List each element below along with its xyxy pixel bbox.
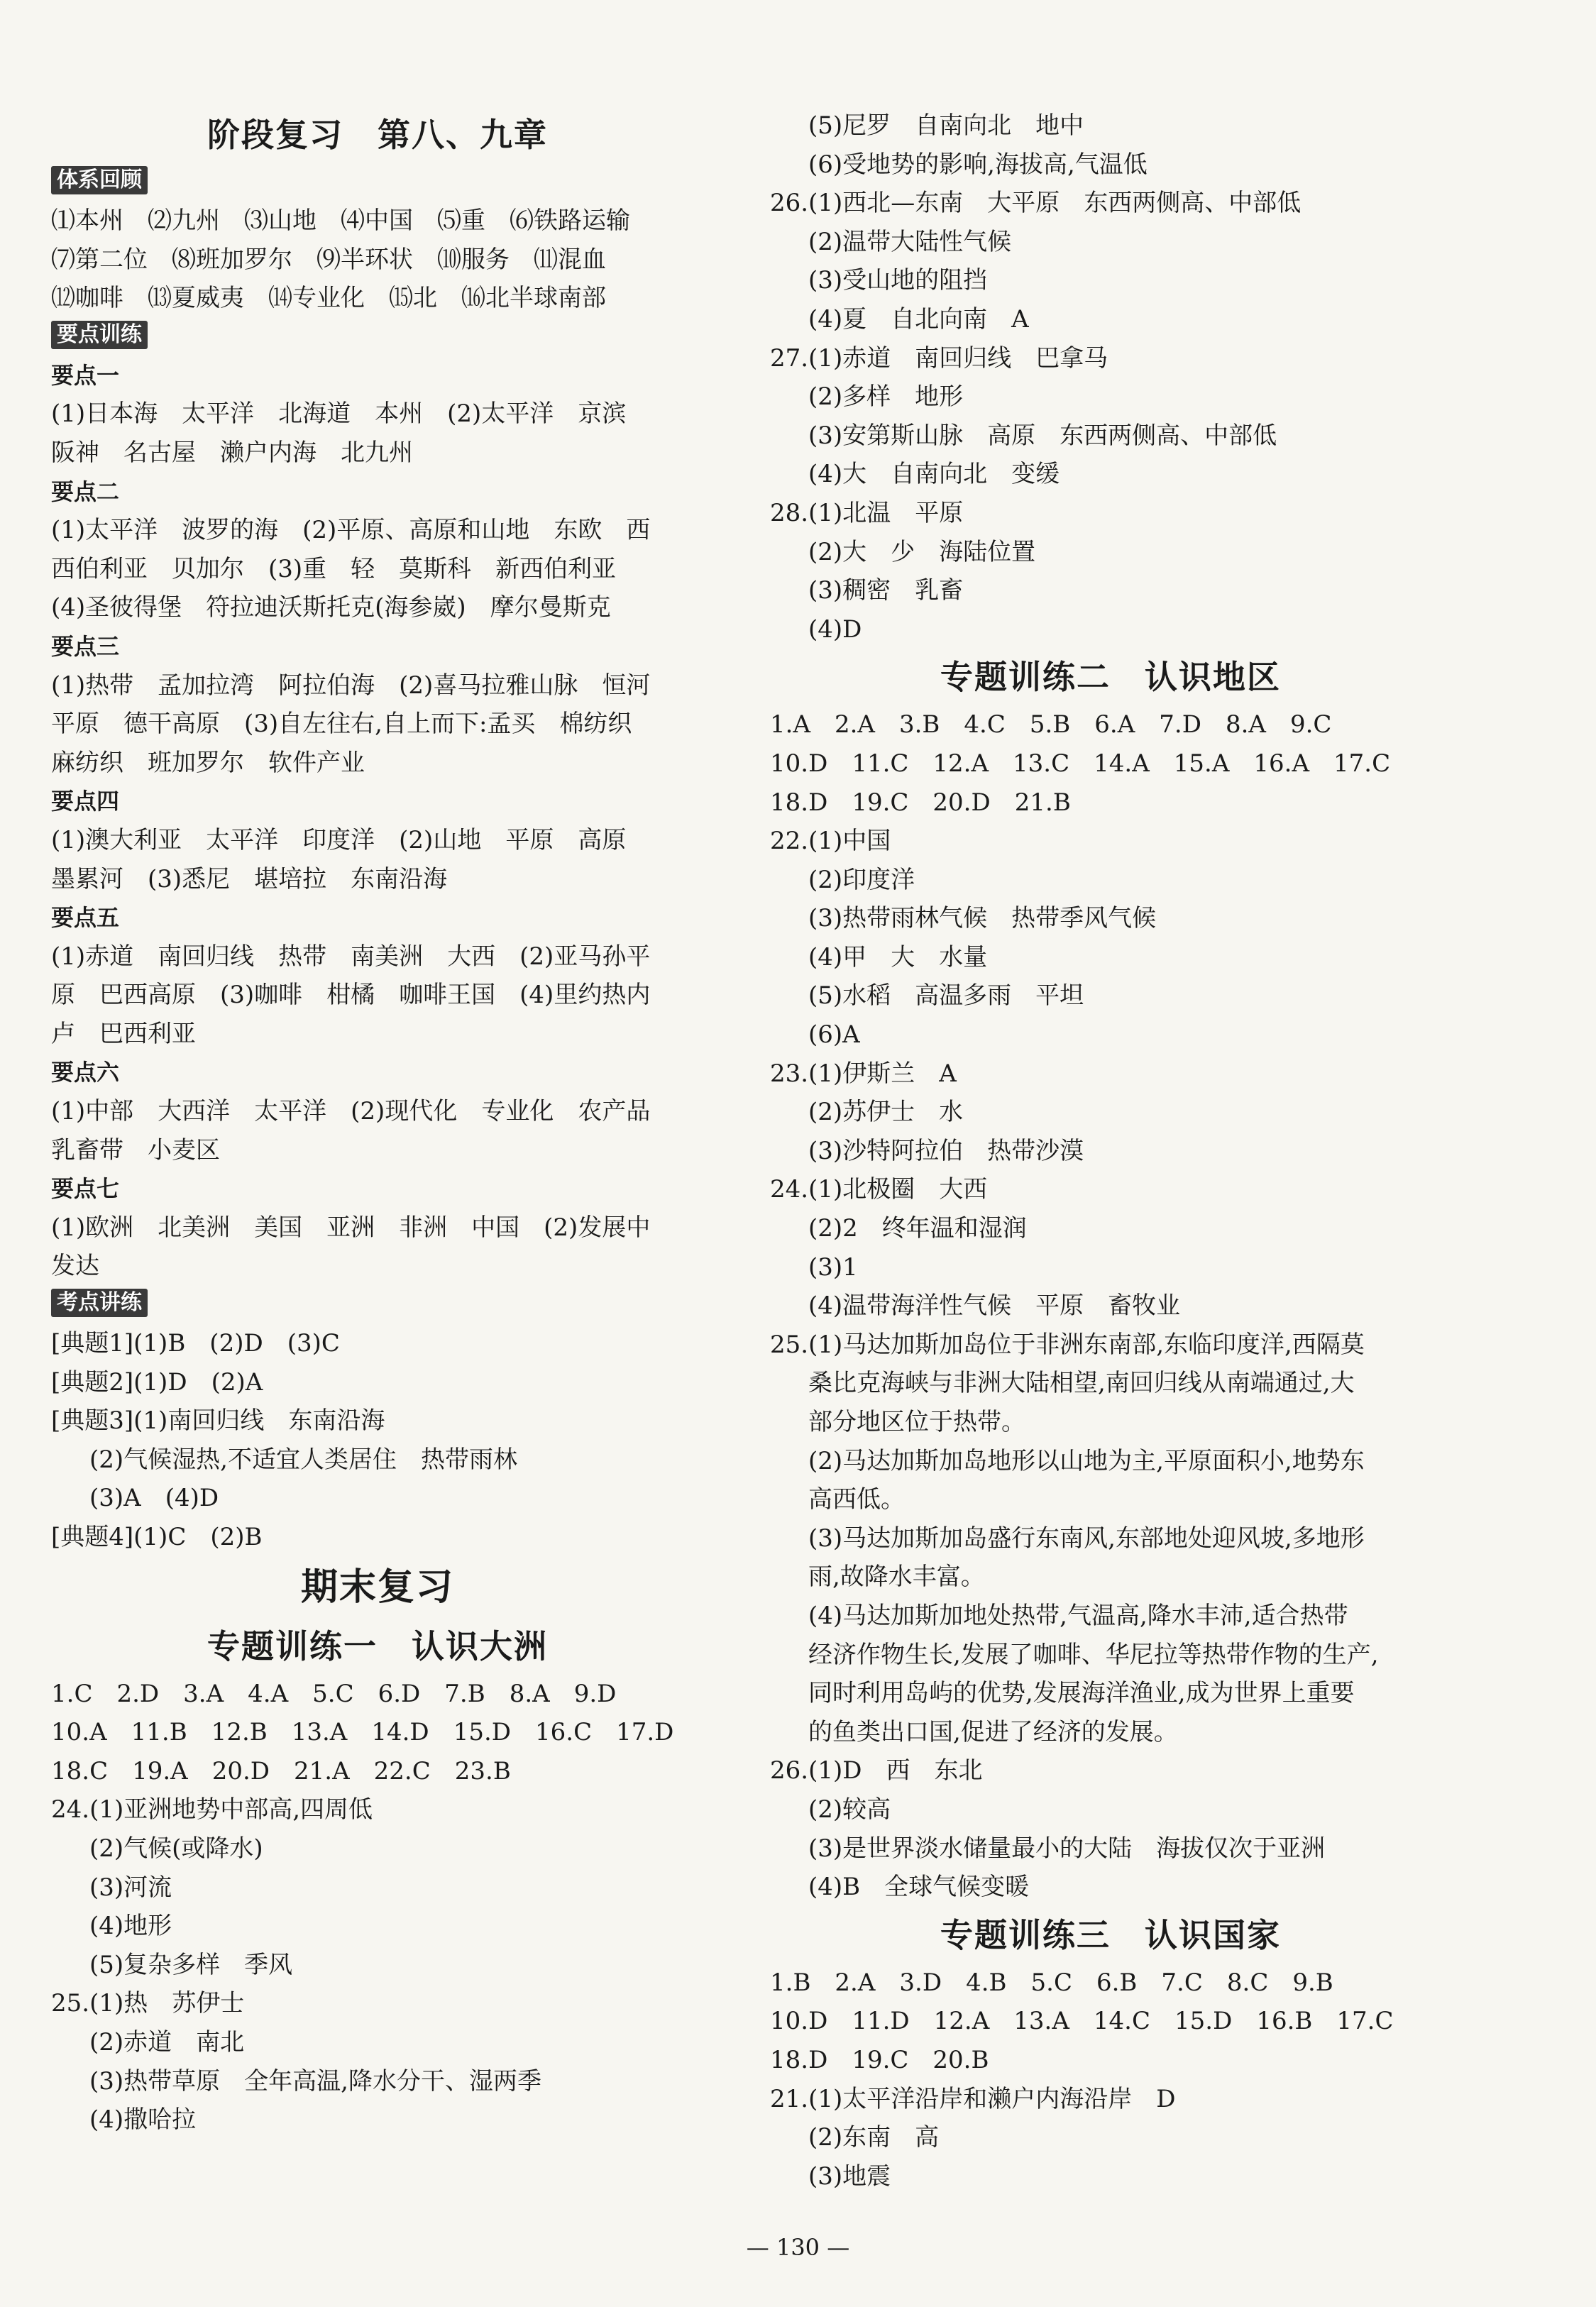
answer-line: 高西低。 <box>808 1485 905 1514</box>
answer-line: (1)中部 大西洋 太平洋 (2)现代化 专业化 农产品 <box>51 1097 651 1126</box>
subsection-heading: 要点七 <box>51 1175 120 1203</box>
answer-line: 25.(1)热 苏伊士 <box>51 1989 245 2018</box>
answer-line: (3)热带草原 全年高温,降水分干、湿两季 <box>89 2066 541 2096</box>
answer-line: (2)较高 <box>808 1795 891 1824</box>
answer-line: (2)苏伊士 水 <box>808 1098 964 1127</box>
answer-line: (2)温带大陆性气候 <box>808 227 1012 256</box>
section-label: 体系回顾 <box>51 166 148 194</box>
answer-line: (3)是世界淡水储量最小的大陆 海拔仅次于亚洲 <box>808 1834 1326 1863</box>
section-title: 阶段复习 第八、九章 <box>207 116 548 154</box>
answer-line: (2)印度洋 <box>808 865 915 894</box>
answer-line: (3)地震 <box>808 2162 891 2191</box>
answer-line: (1)欧洲 北美洲 美国 亚洲 非洲 中国 (2)发展中 <box>51 1213 651 1242</box>
answer-line: 发达 <box>51 1252 99 1281</box>
answer-line: 24.(1)北极圈 大西 <box>770 1175 988 1204</box>
answer-line: 21.(1)太平洋沿岸和濑户内海沿岸 D <box>770 2084 1176 2113</box>
subsection-heading: 要点二 <box>51 478 120 505</box>
answer-line: 1.B 2.A 3.D 4.B 5.C 6.B 7.C 8.C 9.B <box>770 1968 1333 1997</box>
answer-line: 经济作物生长,发展了咖啡、华尼拉等热带作物的生产, <box>808 1640 1379 1669</box>
answer-line: (1)太平洋 波罗的海 (2)平原、高原和山地 东欧 西 <box>51 516 651 545</box>
answer-line: 麻纺织 班加罗尔 软件产业 <box>51 748 365 777</box>
answer-line: 1.A 2.A 3.B 4.C 5.B 6.A 7.D 8.A 9.C <box>770 710 1332 739</box>
answer-line: (3)安第斯山脉 高原 东西两侧高、中部低 <box>808 421 1277 450</box>
right-column <box>770 106 1451 2196</box>
section-label-box <box>51 321 704 353</box>
answer-line: (2)多样 地形 <box>808 382 964 412</box>
subsection-heading: 要点三 <box>51 632 120 660</box>
answer-line: (1)热带 孟加拉湾 阿拉伯海 (2)喜马拉雅山脉 恒河 <box>51 671 651 700</box>
answer-line: (5)尼罗 自南向北 地中 <box>808 111 1084 140</box>
subsection-heading: 要点一 <box>51 361 120 389</box>
answer-line: 雨,故降水丰富。 <box>808 1563 985 1592</box>
answer-line: (3)马达加斯加岛盛行东南风,东部地处迎风坡,多地形 <box>808 1524 1365 1553</box>
answer-line: (2)气候湿热,不适宜人类居住 热带雨林 <box>89 1445 517 1474</box>
answer-line: 的鱼类出口国,促进了经济的发展。 <box>808 1717 1178 1746</box>
answer-line: 乳畜带 小麦区 <box>51 1135 220 1164</box>
answer-line: ⑴本州 ⑵九州 ⑶山地 ⑷中国 ⑸重 ⑹铁路运输 <box>51 207 630 235</box>
answer-line: ⑺第二位 ⑻班加罗尔 ⑼半环状 ⑽服务 ⑾混血 <box>51 245 606 274</box>
answer-line: (1)赤道 南回归线 热带 南美洲 大西 (2)亚马孙平 <box>51 942 651 971</box>
answer-line: 10.D 11.D 12.A 13.A 14.C 15.D 16.B 17.C <box>770 2007 1394 2036</box>
answer-line: (2)气候(或降水) <box>89 1834 263 1863</box>
answer-line: (5)水稻 高温多雨 平坦 <box>808 981 1084 1011</box>
section-title: 专题训练二 认识地区 <box>940 658 1281 697</box>
answer-line: (4)马达加斯加地处热带,气温高,降水丰沛,适合热带 <box>808 1601 1348 1630</box>
answer-line: 18.C 19.A 20.D 21.A 22.C 23.B <box>51 1756 511 1785</box>
answer-line: (5)复杂多样 季风 <box>89 1950 293 1979</box>
answer-line: (4)圣彼得堡 符拉迪沃斯托克(海参崴) 摩尔曼斯克 <box>51 593 611 622</box>
answer-line: 23.(1)伊斯兰 A <box>770 1059 957 1088</box>
answer-line: 27.(1)赤道 南回归线 巴拿马 <box>770 343 1108 373</box>
answer-line: 桑比克海峡与非洲大陆相望,南回归线从南端通过,大 <box>808 1369 1355 1398</box>
section-title: 专题训练一 认识大洲 <box>207 1626 548 1665</box>
page-number: — 130 — <box>746 2234 850 2261</box>
answer-line: (4)大 自南向北 变缓 <box>808 460 1060 489</box>
answer-line: 墨累河 (3)悉尼 堪培拉 东南沿海 <box>51 864 448 893</box>
answer-line: (3)河流 <box>89 1873 172 1902</box>
answer-line: (2)赤道 南北 <box>89 2027 245 2057</box>
answer-line: 原 巴西高原 (3)咖啡 柑橘 咖啡王国 (4)里约热内 <box>51 981 651 1010</box>
section-title: 专题训练三 认识国家 <box>940 1915 1281 1954</box>
answer-line: (2)东南 高 <box>808 2123 940 2152</box>
answer-line: 22.(1)中国 <box>770 827 891 856</box>
answer-line: 28.(1)北温 平原 <box>770 498 964 527</box>
answer-line: [典题3](1)南回归线 东南沿海 <box>51 1406 385 1436</box>
answer-line: [典题2](1)D (2)A <box>51 1367 263 1397</box>
answer-line: 18.D 19.C 20.B <box>770 2045 989 2074</box>
answer-line: (3)A (4)D <box>89 1484 219 1513</box>
answer-line: 18.D 19.C 20.D 21.B <box>770 788 1071 817</box>
answer-line: 西伯利亚 贝加尔 (3)重 轻 莫斯科 新西伯利亚 <box>51 554 617 583</box>
subsection-heading: 要点四 <box>51 788 120 815</box>
subsection-heading: 要点六 <box>51 1059 120 1086</box>
answer-line: (1)澳大利亚 太平洋 印度洋 (2)山地 平原 高原 <box>51 825 627 854</box>
answer-line: (4)撒哈拉 <box>89 2105 197 2135</box>
answer-line: 24.(1)亚洲地势中部高,四周低 <box>51 1795 373 1824</box>
answer-line: (6)受地势的影响,海拔高,气温低 <box>808 150 1148 179</box>
answer-line: 26.(1)D 西 东北 <box>770 1756 983 1785</box>
answer-line: (2)马达加斯加岛地形以山地为主,平原面积小,地势东 <box>808 1446 1365 1475</box>
answer-line: ⑿咖啡 ⒀夏威夷 ⒁专业化 ⒂北 ⒃北半球南部 <box>51 284 606 313</box>
answer-line: (4)B 全球气候变暖 <box>808 1873 1030 1902</box>
answer-line: 10.D 11.C 12.A 13.C 14.A 15.A 16.A 17.C <box>770 749 1391 778</box>
answer-line: (3)沙特阿拉伯 热带沙漠 <box>808 1136 1084 1165</box>
answer-line: (1)日本海 太平洋 北海道 本州 (2)太平洋 京滨 <box>51 400 627 429</box>
answer-line: (4)甲 大 水量 <box>808 942 988 971</box>
answer-line: (3)稠密 乳畜 <box>808 576 964 605</box>
answer-line: 部分地区位于热带。 <box>808 1408 1025 1436</box>
answer-line: (4)地形 <box>89 1912 172 1941</box>
answer-line: (4)D <box>808 615 862 644</box>
answer-line: 平原 德干高原 (3)自左往右,自上而下:孟买 棉纺织 <box>51 710 632 739</box>
answer-line: 25.(1)马达加斯加岛位于非洲东南部,东临印度洋,西隔莫 <box>770 1330 1365 1359</box>
section-label: 要点训练 <box>51 321 148 349</box>
subsection-heading: 要点五 <box>51 904 120 932</box>
answer-line: [典题1](1)B (2)D (3)C <box>51 1329 340 1358</box>
answer-line: (3)热带雨林气候 热带季风气候 <box>808 904 1157 933</box>
section-label: 考点讲练 <box>51 1289 148 1317</box>
answer-line: 10.A 11.B 12.B 13.A 14.D 15.D 16.C 17.D <box>51 1718 674 1747</box>
answer-line: (2)大 少 海陆位置 <box>808 537 1036 566</box>
answer-line: 1.C 2.D 3.A 4.A 5.C 6.D 7.B 8.A 9.D <box>51 1679 617 1708</box>
answer-line: (4)温带海洋性气候 平原 畜牧业 <box>808 1292 1181 1321</box>
section-label-box <box>51 1289 704 1321</box>
answer-line: 卢 巴西利亚 <box>51 1019 196 1048</box>
answer-line: [典题4](1)C (2)B <box>51 1523 263 1551</box>
answer-line: (6)A <box>808 1020 860 1050</box>
section-title: 期末复习 <box>300 1565 454 1609</box>
answer-line: (2)2 终年温和湿润 <box>808 1214 1027 1243</box>
answer-line: (3)1 <box>808 1252 858 1282</box>
answer-line: (4)夏 自北向南 A <box>808 304 1029 334</box>
answer-line: (3)受山地的阻挡 <box>808 266 988 295</box>
section-label-box <box>51 166 704 199</box>
answer-line: 26.(1)西北—东南 大平原 东西两侧高、中部低 <box>770 189 1301 218</box>
answer-line: 同时利用岛屿的优势,发展海洋渔业,成为世界上重要 <box>808 1679 1355 1708</box>
left-column <box>51 106 704 2140</box>
answer-line: 阪神 名古屋 濑户内海 北九州 <box>51 438 413 467</box>
